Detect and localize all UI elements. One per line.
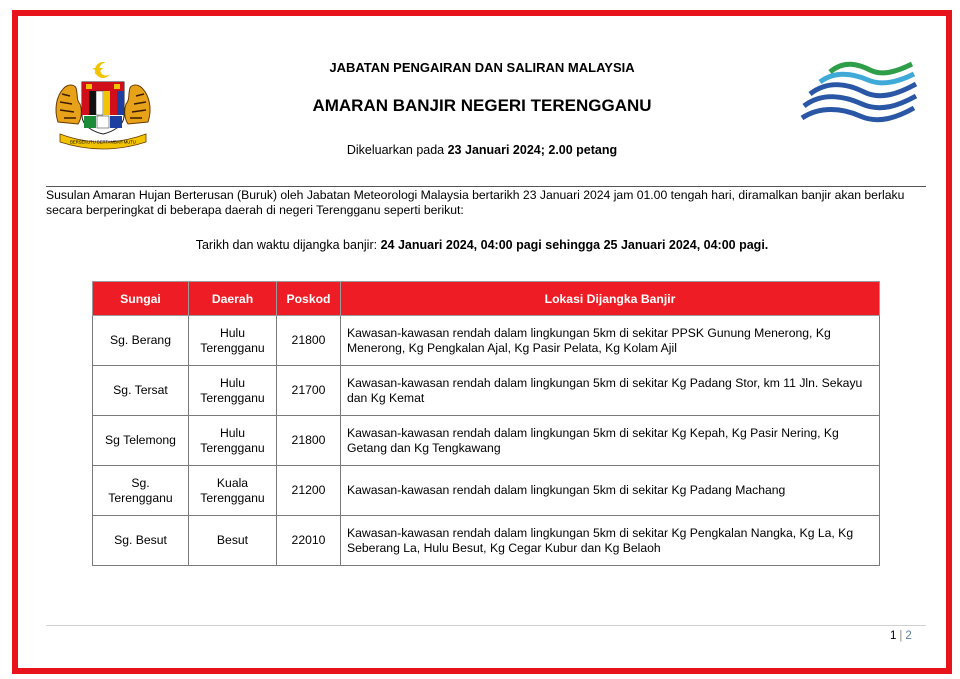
agency-name: JABATAN PENGAIRAN DAN SALIRAN MALAYSIA [329, 60, 635, 75]
header-divider [46, 186, 926, 187]
page-number [890, 630, 912, 642]
issued-date [18, 143, 946, 157]
cell-daerah: Besut [189, 516, 277, 566]
issued-prefix: Dikeluarkan pada [346, 143, 448, 157]
cell-daerah: Kuala Terengganu [189, 466, 277, 516]
table-header-row [93, 282, 880, 316]
header-poskod: Poskod [277, 282, 341, 316]
cell-lokasi: Kawasan-kawasan rendah dalam lingkungan 5km di sekitar Kg Pengkalan Nangka, Kg La, Kg Seberang La, Hulu Besut, Kg Cegar Kubur dan Kg Belaoh [341, 516, 880, 566]
cell-lokasi: Kawasan-kawasan rendah dalam lingkungan 5km di sekitar PPSK Gunung Menerong, Kg Menerong, Kg Pengkalan Ajal, Kg Pasir Pelata, Kg Kolam Ajil [341, 316, 880, 366]
cell-lokasi: Kawasan-kawasan rendah dalam lingkungan 5km di sekitar Kg Padang Machang [341, 466, 880, 516]
table-row [93, 416, 880, 466]
cell-daerah: Hulu Terengganu [189, 366, 277, 416]
document-page [12, 10, 952, 674]
cell-poskod: 21200 [277, 466, 341, 516]
cell-daerah: Hulu Terengganu [189, 416, 277, 466]
expected-flood-time [18, 238, 946, 252]
page-separator: | [899, 630, 903, 642]
issued-value: 23 Januari 2024; 2.00 petang [447, 143, 618, 157]
header-sungai: Sungai [93, 282, 189, 316]
crest-motto: BERSEKUTU BERTAMBAH MUTU [70, 139, 136, 145]
cell-poskod: 22010 [277, 516, 341, 566]
footer-divider [46, 625, 926, 626]
cell-sungai: Sg. Terengganu [93, 466, 189, 516]
document-title: AMARAN BANJIR NEGERI TERENGGANU [312, 96, 652, 115]
header-lokasi: Lokasi Dijangka Banjir [341, 282, 880, 316]
header-daerah: Daerah [189, 282, 277, 316]
table-row [93, 366, 880, 416]
flood-location-table [92, 281, 880, 566]
current-page: 1 [890, 630, 897, 642]
cell-sungai: Sg. Besut [93, 516, 189, 566]
intro-paragraph: Susulan Amaran Hujan Berterusan (Buruk) oleh Jabatan Meteorologi Malaysia bertarikh 23 Januari 2024 jam 01.00 tengah hari, diramalkan banjir akan berlaku secara berperingkat di beberapa daerah di negeri Terengganu seperti berikut: [46, 188, 905, 217]
cell-poskod: 21800 [277, 316, 341, 366]
total-pages: 2 [905, 630, 912, 642]
cell-poskod: 21800 [277, 416, 341, 466]
cell-poskod: 21700 [277, 366, 341, 416]
expected-value: 24 Januari 2024, 04:00 pagi sehingga 25 Januari 2024, 04:00 pagi. [380, 238, 769, 252]
expected-prefix: Tarikh dan waktu dijangka banjir: [195, 238, 381, 252]
cell-sungai: Sg. Tersat [93, 366, 189, 416]
cell-lokasi: Kawasan-kawasan rendah dalam lingkungan 5km di sekitar Kg Kepah, Kg Pasir Nering, Kg Getang dan Kg Tengkawang [341, 416, 880, 466]
cell-sungai: Sg Telemong [93, 416, 189, 466]
cell-lokasi: Kawasan-kawasan rendah dalam lingkungan 5km di sekitar Kg Padang Stor, km 11 Jln. Sekayu dan Kg Kemat [341, 366, 880, 416]
table-row [93, 516, 880, 566]
table-row [93, 316, 880, 366]
cell-sungai: Sg. Berang [93, 316, 189, 366]
table-row [93, 466, 880, 516]
cell-daerah: Hulu Terengganu [189, 316, 277, 366]
